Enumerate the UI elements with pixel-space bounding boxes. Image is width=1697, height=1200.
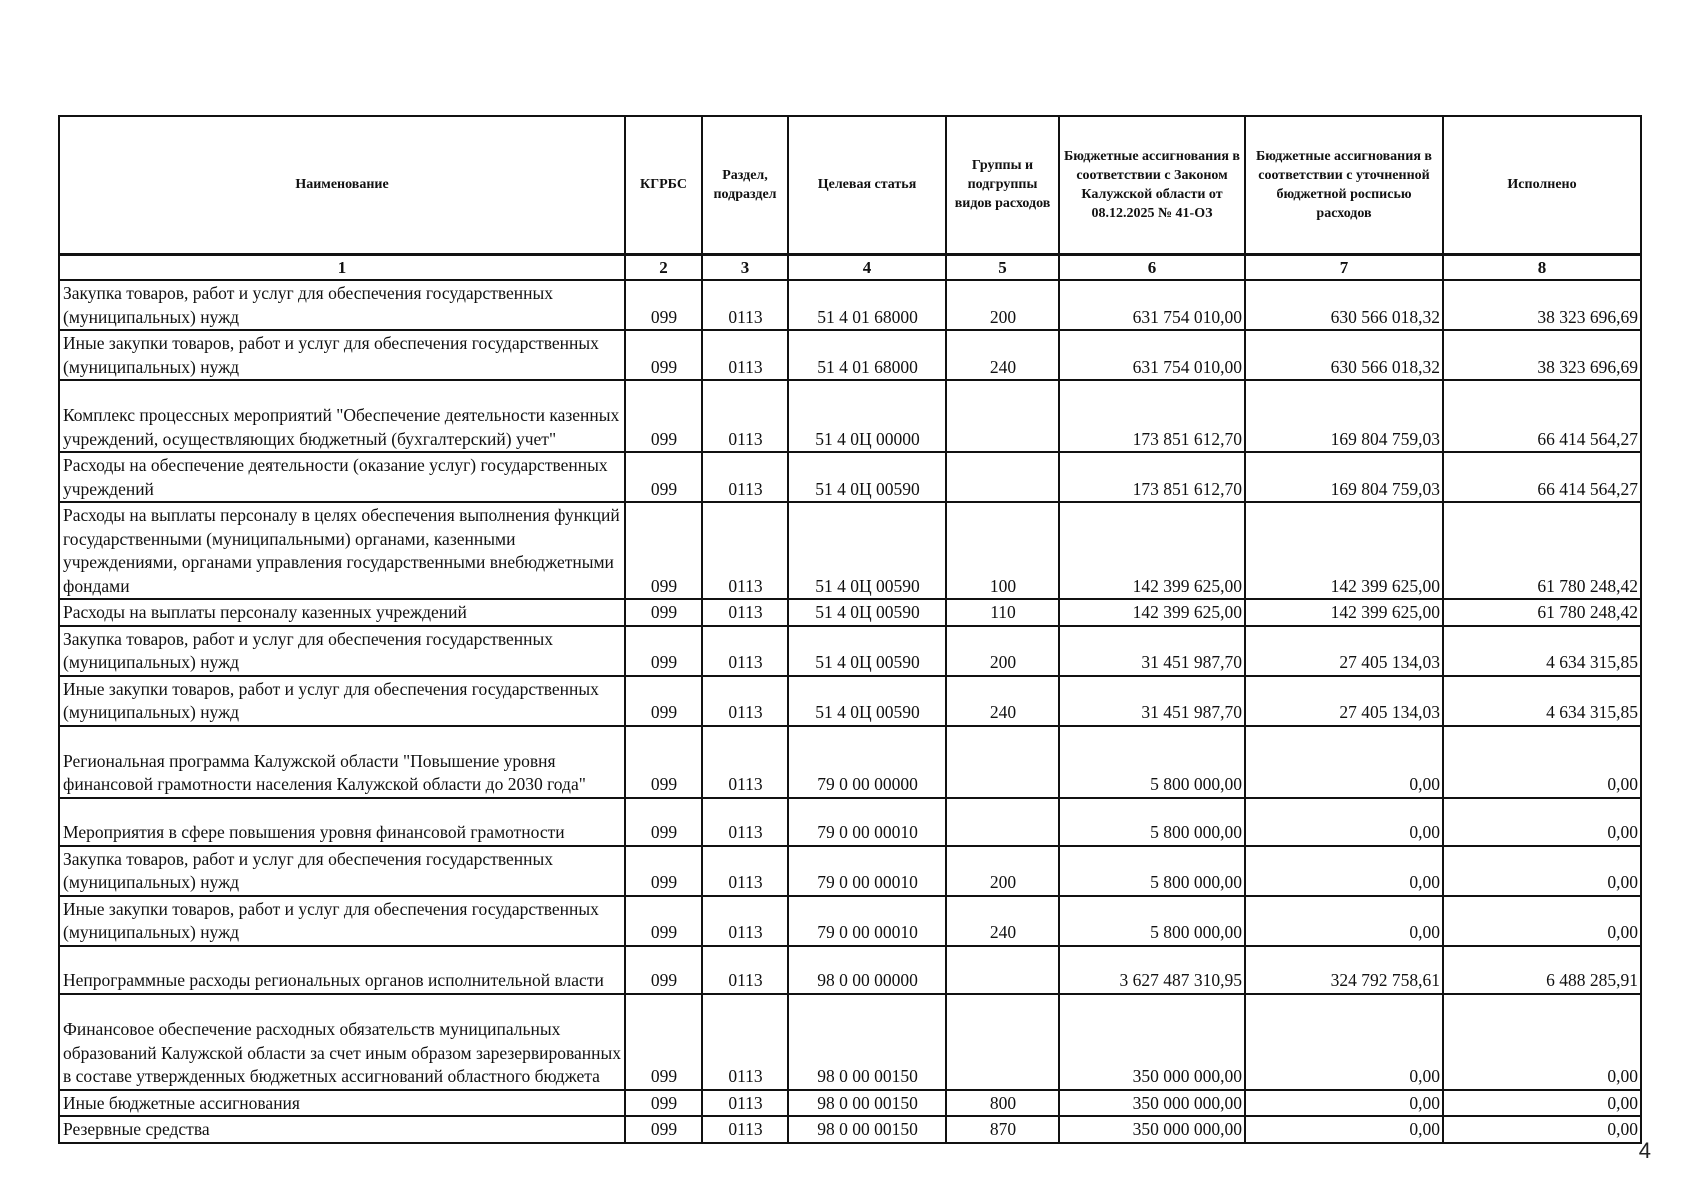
row-kgrbs: 099 xyxy=(625,452,702,502)
row-vid: 870 xyxy=(946,1116,1059,1143)
row-ispolneno: 6 488 285,91 xyxy=(1443,946,1641,994)
row-ispolneno: 4 634 315,85 xyxy=(1443,676,1641,726)
row-kgrbs: 099 xyxy=(625,1090,702,1117)
table-row xyxy=(59,726,1641,798)
row-tselevaya: 79 0 00 00010 xyxy=(788,896,946,946)
row-vid xyxy=(946,380,1059,452)
row-name: Закупка товаров, работ и услуг для обеспечения государственных (муниципальных) нужд xyxy=(59,280,625,330)
row-vid xyxy=(946,798,1059,846)
row-razdel: 0113 xyxy=(702,1090,788,1117)
header-rospis: Бюджетные ассигнования в соответствии с уточненной бюджетной росписью расходов xyxy=(1245,116,1443,254)
row-vid: 800 xyxy=(946,1090,1059,1117)
row-razdel: 0113 xyxy=(702,1116,788,1143)
column-number: 7 xyxy=(1245,254,1443,280)
row-razdel: 0113 xyxy=(702,452,788,502)
row-rospis: 142 399 625,00 xyxy=(1245,502,1443,599)
row-kgrbs: 099 xyxy=(625,502,702,599)
row-tselevaya: 51 4 0Ц 00590 xyxy=(788,626,946,676)
row-ispolneno: 38 323 696,69 xyxy=(1443,330,1641,380)
row-ispolneno: 38 323 696,69 xyxy=(1443,280,1641,330)
row-rospis: 169 804 759,03 xyxy=(1245,452,1443,502)
row-rospis: 0,00 xyxy=(1245,726,1443,798)
table-row xyxy=(59,626,1641,676)
row-tselevaya: 51 4 0Ц 00590 xyxy=(788,452,946,502)
row-razdel: 0113 xyxy=(702,846,788,896)
row-vid xyxy=(946,452,1059,502)
row-zakon: 142 399 625,00 xyxy=(1059,502,1245,599)
column-number: 1 xyxy=(59,254,625,280)
row-vid: 240 xyxy=(946,330,1059,380)
row-ispolneno: 0,00 xyxy=(1443,846,1641,896)
row-tselevaya: 51 4 0Ц 00590 xyxy=(788,599,946,626)
row-kgrbs: 099 xyxy=(625,330,702,380)
header-gruppy: Группы и подгруппы видов расходов xyxy=(946,116,1059,254)
row-kgrbs: 099 xyxy=(625,896,702,946)
row-name: Финансовое обеспечение расходных обязательств муниципальных образований Калужской области за счет иным образом зарезервированных в составе утвержденных бюджетных ассигнований областного бюджета xyxy=(59,994,625,1090)
row-tselevaya: 79 0 00 00000 xyxy=(788,726,946,798)
row-zakon: 5 800 000,00 xyxy=(1059,846,1245,896)
row-kgrbs: 099 xyxy=(625,280,702,330)
row-rospis: 324 792 758,61 xyxy=(1245,946,1443,994)
row-kgrbs: 099 xyxy=(625,599,702,626)
row-vid: 200 xyxy=(946,280,1059,330)
row-tselevaya: 98 0 00 00150 xyxy=(788,1090,946,1117)
column-number: 4 xyxy=(788,254,946,280)
row-razdel: 0113 xyxy=(702,896,788,946)
header-tselevaya: Целевая статья xyxy=(788,116,946,254)
row-zakon: 173 851 612,70 xyxy=(1059,452,1245,502)
row-razdel: 0113 xyxy=(702,502,788,599)
row-kgrbs: 099 xyxy=(625,726,702,798)
row-ispolneno: 0,00 xyxy=(1443,1090,1641,1117)
column-number: 5 xyxy=(946,254,1059,280)
row-name: Закупка товаров, работ и услуг для обеспечения государственных (муниципальных) нужд xyxy=(59,846,625,896)
row-zakon: 350 000 000,00 xyxy=(1059,1090,1245,1117)
row-zakon: 350 000 000,00 xyxy=(1059,1116,1245,1143)
row-name: Иные закупки товаров, работ и услуг для обеспечения государственных (муниципальных) нужд xyxy=(59,330,625,380)
column-number: 6 xyxy=(1059,254,1245,280)
row-rospis: 169 804 759,03 xyxy=(1245,380,1443,452)
table-row xyxy=(59,380,1641,452)
row-vid xyxy=(946,994,1059,1090)
table-row xyxy=(59,798,1641,846)
page-number: 4 xyxy=(1638,1138,1651,1163)
row-ispolneno: 0,00 xyxy=(1443,726,1641,798)
row-zakon: 31 451 987,70 xyxy=(1059,626,1245,676)
table-row xyxy=(59,946,1641,994)
row-ispolneno: 66 414 564,27 xyxy=(1443,380,1641,452)
row-ispolneno: 0,00 xyxy=(1443,994,1641,1090)
row-kgrbs: 099 xyxy=(625,946,702,994)
row-name: Комплекс процессных мероприятий "Обеспечение деятельности казенных учреждений, осуществляющих бюджетный (бухгалтерский) учет" xyxy=(59,380,625,452)
row-kgrbs: 099 xyxy=(625,676,702,726)
row-razdel: 0113 xyxy=(702,599,788,626)
table-body xyxy=(59,280,1641,1143)
row-name: Иные бюджетные ассигнования xyxy=(59,1090,625,1117)
table-row xyxy=(59,676,1641,726)
row-razdel: 0113 xyxy=(702,330,788,380)
row-tselevaya: 98 0 00 00150 xyxy=(788,1116,946,1143)
row-razdel: 0113 xyxy=(702,798,788,846)
row-razdel: 0113 xyxy=(702,946,788,994)
row-rospis: 0,00 xyxy=(1245,896,1443,946)
row-name: Мероприятия в сфере повышения уровня финансовой грамотности xyxy=(59,798,625,846)
row-zakon: 142 399 625,00 xyxy=(1059,599,1245,626)
header-name: Наименование xyxy=(59,116,625,254)
row-name: Региональная программа Калужской области "Повышение уровня финансовой грамотности населения Калужской области до 2030 года" xyxy=(59,726,625,798)
table-row xyxy=(59,452,1641,502)
row-name: Расходы на выплаты персоналу в целях обеспечения выполнения функций государственными (муниципальными) органами, казенными учреждениями, органами управления государственными внебюджетными фондами xyxy=(59,502,625,599)
row-name: Иные закупки товаров, работ и услуг для обеспечения государственных (муниципальных) нужд xyxy=(59,676,625,726)
row-razdel: 0113 xyxy=(702,676,788,726)
row-vid: 200 xyxy=(946,626,1059,676)
header-razdel: Раздел, подраздел xyxy=(702,116,788,254)
row-tselevaya: 51 4 0Ц 00590 xyxy=(788,502,946,599)
row-name: Иные закупки товаров, работ и услуг для обеспечения государственных (муниципальных) нужд xyxy=(59,896,625,946)
row-vid xyxy=(946,726,1059,798)
row-rospis: 630 566 018,32 xyxy=(1245,280,1443,330)
row-rospis: 0,00 xyxy=(1245,1090,1443,1117)
row-name: Расходы на обеспечение деятельности (оказание услуг) государственных учреждений xyxy=(59,452,625,502)
row-zakon: 173 851 612,70 xyxy=(1059,380,1245,452)
row-vid: 240 xyxy=(946,896,1059,946)
row-razdel: 0113 xyxy=(702,380,788,452)
table-row xyxy=(59,846,1641,896)
row-ispolneno: 0,00 xyxy=(1443,896,1641,946)
row-zakon: 5 800 000,00 xyxy=(1059,798,1245,846)
row-tselevaya: 79 0 00 00010 xyxy=(788,846,946,896)
row-ispolneno: 61 780 248,42 xyxy=(1443,599,1641,626)
row-tselevaya: 79 0 00 00010 xyxy=(788,798,946,846)
row-name: Расходы на выплаты персоналу казенных учреждений xyxy=(59,599,625,626)
row-razdel: 0113 xyxy=(702,994,788,1090)
row-name: Непрограммные расходы региональных органов исполнительной власти xyxy=(59,946,625,994)
row-rospis: 0,00 xyxy=(1245,994,1443,1090)
table-row xyxy=(59,896,1641,946)
table-row xyxy=(59,1116,1641,1143)
row-vid: 200 xyxy=(946,846,1059,896)
row-vid xyxy=(946,946,1059,994)
column-number: 3 xyxy=(702,254,788,280)
row-kgrbs: 099 xyxy=(625,380,702,452)
budget-table xyxy=(58,115,1642,1144)
row-rospis: 0,00 xyxy=(1245,798,1443,846)
row-kgrbs: 099 xyxy=(625,1116,702,1143)
header-zakon: Бюджетные ассигнования в соответствии с Законом Калужской области от 08.12.2025 № 41-ОЗ xyxy=(1059,116,1245,254)
row-razdel: 0113 xyxy=(702,626,788,676)
row-zakon: 631 754 010,00 xyxy=(1059,330,1245,380)
row-rospis: 630 566 018,32 xyxy=(1245,330,1443,380)
header-ispolneno: Исполнено xyxy=(1443,116,1641,254)
column-number: 8 xyxy=(1443,254,1641,280)
row-name: Закупка товаров, работ и услуг для обеспечения государственных (муниципальных) нужд xyxy=(59,626,625,676)
row-rospis: 142 399 625,00 xyxy=(1245,599,1443,626)
table-row xyxy=(59,994,1641,1090)
row-tselevaya: 98 0 00 00150 xyxy=(788,994,946,1090)
table-row xyxy=(59,330,1641,380)
row-rospis: 0,00 xyxy=(1245,846,1443,896)
table-row xyxy=(59,502,1641,599)
row-vid: 100 xyxy=(946,502,1059,599)
row-zakon: 5 800 000,00 xyxy=(1059,896,1245,946)
row-zakon: 5 800 000,00 xyxy=(1059,726,1245,798)
row-tselevaya: 98 0 00 00000 xyxy=(788,946,946,994)
row-vid: 110 xyxy=(946,599,1059,626)
table-header xyxy=(59,116,1641,280)
row-ispolneno: 61 780 248,42 xyxy=(1443,502,1641,599)
row-razdel: 0113 xyxy=(702,280,788,330)
row-zakon: 350 000 000,00 xyxy=(1059,994,1245,1090)
table-row xyxy=(59,599,1641,626)
table-row xyxy=(59,280,1641,330)
row-kgrbs: 099 xyxy=(625,798,702,846)
row-rospis: 27 405 134,03 xyxy=(1245,676,1443,726)
table-row xyxy=(59,1090,1641,1117)
row-name: Резервные средства xyxy=(59,1116,625,1143)
row-rospis: 27 405 134,03 xyxy=(1245,626,1443,676)
row-zakon: 631 754 010,00 xyxy=(1059,280,1245,330)
row-kgrbs: 099 xyxy=(625,626,702,676)
row-razdel: 0113 xyxy=(702,726,788,798)
column-number: 2 xyxy=(625,254,702,280)
row-tselevaya: 51 4 0Ц 00590 xyxy=(788,676,946,726)
row-tselevaya: 51 4 01 68000 xyxy=(788,280,946,330)
row-zakon: 31 451 987,70 xyxy=(1059,676,1245,726)
row-tselevaya: 51 4 01 68000 xyxy=(788,330,946,380)
row-kgrbs: 099 xyxy=(625,846,702,896)
row-ispolneno: 0,00 xyxy=(1443,1116,1641,1143)
row-kgrbs: 099 xyxy=(625,994,702,1090)
row-tselevaya: 51 4 0Ц 00000 xyxy=(788,380,946,452)
row-ispolneno: 4 634 315,85 xyxy=(1443,626,1641,676)
row-rospis: 0,00 xyxy=(1245,1116,1443,1143)
row-ispolneno: 0,00 xyxy=(1443,798,1641,846)
row-zakon: 3 627 487 310,95 xyxy=(1059,946,1245,994)
row-vid: 240 xyxy=(946,676,1059,726)
header-kgrbs: КГРБС xyxy=(625,116,702,254)
row-ispolneno: 66 414 564,27 xyxy=(1443,452,1641,502)
